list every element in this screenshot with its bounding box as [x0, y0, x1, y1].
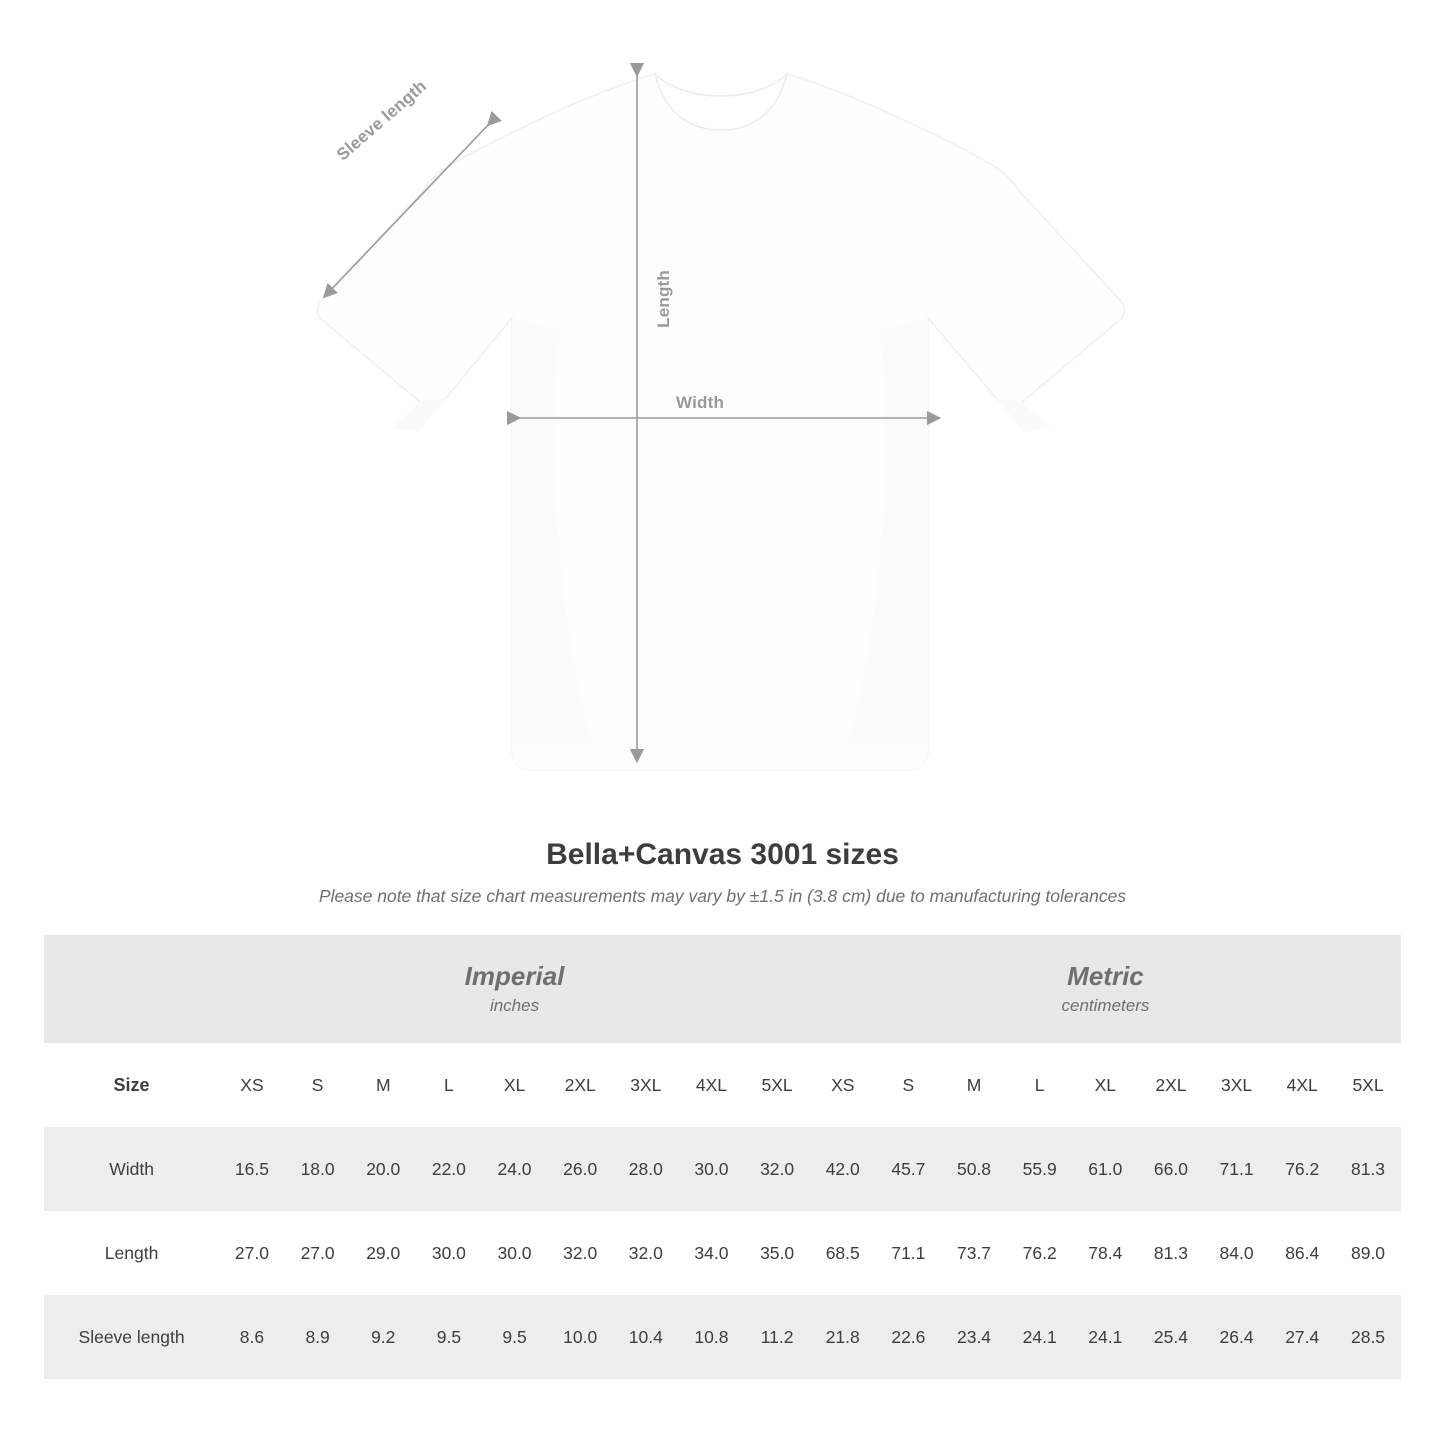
column-header-l-imperial: L — [416, 1043, 482, 1127]
cell-width-m-imperial: 20.0 — [350, 1127, 416, 1211]
page-title: Bella+Canvas 3001 sizes — [546, 838, 899, 871]
cell-width-s-imperial: 18.0 — [285, 1127, 351, 1211]
column-header-xl-metric: XL — [1072, 1043, 1138, 1127]
cell-width-xl-imperial: 24.0 — [482, 1127, 548, 1211]
table-row — [44, 1211, 1401, 1295]
cell-length-xs-imperial: 27.0 — [219, 1211, 285, 1295]
column-header-2xl-metric: 2XL — [1138, 1043, 1204, 1127]
cell-sleeve-length-xl-imperial: 9.5 — [482, 1295, 548, 1379]
cell-sleeve-length-4xl-imperial: 10.8 — [679, 1295, 745, 1379]
column-header-5xl-metric: 5XL — [1335, 1043, 1401, 1127]
column-header-m-imperial: M — [350, 1043, 416, 1127]
cell-sleeve-length-xl-metric: 24.1 — [1072, 1295, 1138, 1379]
cell-sleeve-length-m-metric: 23.4 — [941, 1295, 1007, 1379]
cell-length-2xl-metric: 81.3 — [1138, 1211, 1204, 1295]
unit-group-name: Metric — [1067, 961, 1144, 991]
tshirt-shape — [318, 74, 1125, 770]
cell-sleeve-length-5xl-metric: 28.5 — [1335, 1295, 1401, 1379]
cell-length-4xl-metric: 86.4 — [1269, 1211, 1335, 1295]
cell-width-2xl-imperial: 26.0 — [547, 1127, 613, 1211]
tolerance-note: Please note that size chart measurements may vary by ±1.5 in (3.8 cm) due to manufacturing tolerances — [318, 886, 1127, 906]
column-header-4xl-metric: 4XL — [1269, 1043, 1335, 1127]
cell-width-l-metric: 55.9 — [1007, 1127, 1073, 1211]
cell-width-m-metric: 50.8 — [941, 1127, 1007, 1211]
cell-sleeve-length-l-metric: 24.1 — [1007, 1295, 1073, 1379]
cell-sleeve-length-s-metric: 22.6 — [876, 1295, 942, 1379]
cell-width-2xl-metric: 66.0 — [1138, 1127, 1204, 1211]
column-header-5xl-imperial: 5XL — [744, 1043, 810, 1127]
column-header-m-metric: M — [941, 1043, 1007, 1127]
cell-sleeve-length-xs-imperial: 8.6 — [219, 1295, 285, 1379]
cell-width-4xl-imperial: 30.0 — [679, 1127, 745, 1211]
cell-width-s-metric: 45.7 — [876, 1127, 942, 1211]
cell-width-3xl-imperial: 28.0 — [613, 1127, 679, 1211]
cell-length-5xl-imperial: 35.0 — [744, 1211, 810, 1295]
cell-sleeve-length-l-imperial: 9.5 — [416, 1295, 482, 1379]
column-header-4xl-imperial: 4XL — [679, 1043, 745, 1127]
column-header-xs-metric: XS — [810, 1043, 876, 1127]
row-header-length: Length — [44, 1211, 219, 1295]
cell-sleeve-length-3xl-imperial: 10.4 — [613, 1295, 679, 1379]
unit-group-sub: centimeters — [1061, 995, 1150, 1015]
column-header-s-metric: S — [876, 1043, 942, 1127]
table-row — [44, 1127, 1401, 1211]
cell-sleeve-length-s-imperial: 8.9 — [285, 1295, 351, 1379]
table-row — [44, 1295, 1401, 1379]
cell-length-xl-imperial: 30.0 — [482, 1211, 548, 1295]
width-label: Width — [676, 393, 725, 412]
sleeve-length-label: Sleeve length — [333, 76, 431, 165]
table-header-row — [44, 1043, 1401, 1127]
cell-length-l-imperial: 30.0 — [416, 1211, 482, 1295]
size-table — [44, 935, 1401, 1379]
cell-sleeve-length-2xl-imperial: 10.0 — [547, 1295, 613, 1379]
cell-sleeve-length-5xl-imperial: 11.2 — [744, 1295, 810, 1379]
length-label: Length — [654, 270, 673, 328]
cell-sleeve-length-4xl-metric: 27.4 — [1269, 1295, 1335, 1379]
cell-length-xs-metric: 68.5 — [810, 1211, 876, 1295]
row-header-sleeve-length: Sleeve length — [44, 1295, 219, 1379]
cell-length-l-metric: 76.2 — [1007, 1211, 1073, 1295]
size-table-wrapper — [44, 935, 1401, 1379]
cell-width-xs-imperial: 16.5 — [219, 1127, 285, 1211]
cell-width-4xl-metric: 76.2 — [1269, 1127, 1335, 1211]
cell-length-5xl-metric: 89.0 — [1335, 1211, 1401, 1295]
cell-length-s-imperial: 27.0 — [285, 1211, 351, 1295]
cell-length-m-metric: 73.7 — [941, 1211, 1007, 1295]
cell-sleeve-length-m-imperial: 9.2 — [350, 1295, 416, 1379]
cell-width-5xl-imperial: 32.0 — [744, 1127, 810, 1211]
column-header-3xl-metric: 3XL — [1204, 1043, 1270, 1127]
cell-sleeve-length-3xl-metric: 26.4 — [1204, 1295, 1270, 1379]
unit-group-sub: inches — [489, 995, 540, 1015]
cell-length-3xl-metric: 84.0 — [1204, 1211, 1270, 1295]
cell-sleeve-length-2xl-metric: 25.4 — [1138, 1295, 1204, 1379]
column-header-l-metric: L — [1007, 1043, 1073, 1127]
cell-width-l-imperial: 22.0 — [416, 1127, 482, 1211]
cell-width-5xl-metric: 81.3 — [1335, 1127, 1401, 1211]
unit-group-row — [44, 935, 1401, 1043]
cell-width-3xl-metric: 71.1 — [1204, 1127, 1270, 1211]
column-header-xl-imperial: XL — [482, 1043, 548, 1127]
unit-group-name: Imperial — [464, 961, 565, 991]
row-header-width: Width — [44, 1127, 219, 1211]
column-header-s-imperial: S — [285, 1043, 351, 1127]
unit-group-imperial — [219, 935, 810, 1043]
cell-length-s-metric: 71.1 — [876, 1211, 942, 1295]
column-header-size: Size — [44, 1043, 219, 1127]
cell-length-2xl-imperial: 32.0 — [547, 1211, 613, 1295]
unit-row-spacer — [44, 935, 219, 1043]
cell-width-xs-metric: 42.0 — [810, 1127, 876, 1211]
unit-group-metric — [810, 935, 1401, 1043]
cell-width-xl-metric: 61.0 — [1072, 1127, 1138, 1211]
cell-sleeve-length-xs-metric: 21.8 — [810, 1295, 876, 1379]
column-header-3xl-imperial: 3XL — [613, 1043, 679, 1127]
title-block — [0, 838, 1445, 907]
cell-length-3xl-imperial: 32.0 — [613, 1211, 679, 1295]
cell-length-m-imperial: 29.0 — [350, 1211, 416, 1295]
cell-length-4xl-imperial: 34.0 — [679, 1211, 745, 1295]
cell-length-xl-metric: 78.4 — [1072, 1211, 1138, 1295]
column-header-2xl-imperial: 2XL — [547, 1043, 613, 1127]
column-header-xs-imperial: XS — [219, 1043, 285, 1127]
